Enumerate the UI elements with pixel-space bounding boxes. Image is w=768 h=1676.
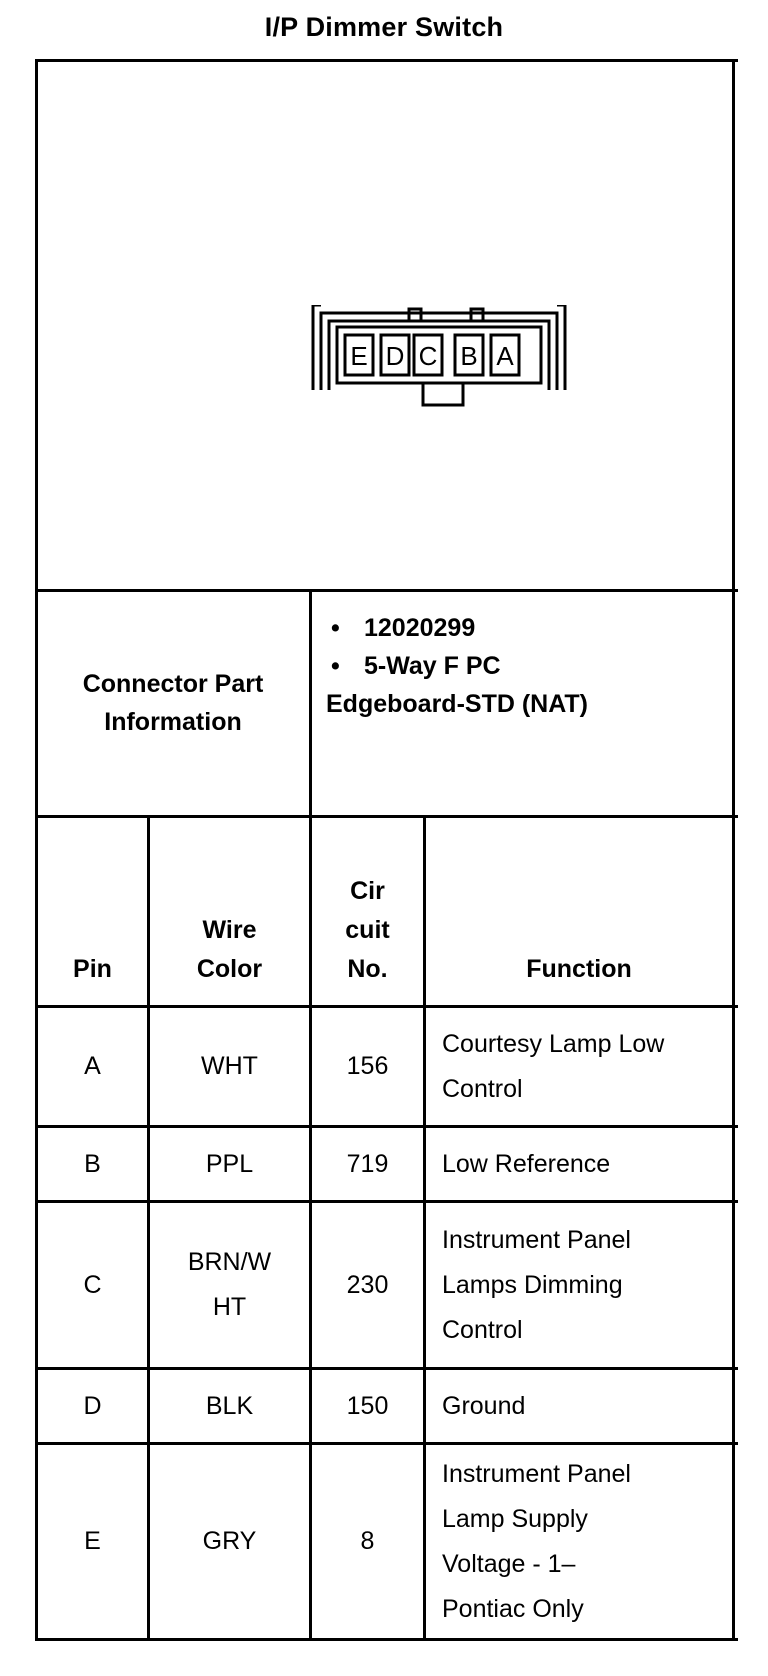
function-cell xyxy=(426,1008,732,1125)
wire-color-cell xyxy=(150,1445,309,1638)
function-cell xyxy=(426,1128,732,1200)
pin-cell: C xyxy=(83,1270,102,1299)
cell-line: Pontiac Only xyxy=(442,1594,584,1623)
cell-line: Low Reference xyxy=(442,1149,611,1178)
connector-type: 5-Way F PC xyxy=(364,652,501,680)
part-number-item xyxy=(326,609,726,647)
page-title: I/P Dimmer Switch xyxy=(264,12,504,42)
connector-part-info-label xyxy=(36,590,310,816)
cell-line: Instrument Panel xyxy=(442,1459,631,1488)
connector-diagram-area xyxy=(36,60,736,590)
pin-cavities xyxy=(345,335,519,375)
pin-cavity-a xyxy=(491,335,519,375)
cell-line: Instrument Panel xyxy=(442,1225,631,1254)
circuit-cell: 150 xyxy=(346,1391,389,1420)
circuit-cell: 230 xyxy=(346,1270,389,1299)
connector-type-item xyxy=(326,647,726,685)
pin-cell: D xyxy=(83,1391,102,1420)
pin-cavity-label: C xyxy=(418,341,438,371)
bullet-icon: • xyxy=(331,652,340,680)
pin-cavity-d xyxy=(381,335,409,375)
label-line: Connector Part xyxy=(82,670,264,698)
header-function xyxy=(426,950,732,989)
part-number: 12020299 xyxy=(364,614,476,642)
cell-line: WHT xyxy=(201,1052,258,1080)
cell-line: Control xyxy=(442,1074,523,1103)
pin-cavity-label: E xyxy=(350,341,368,371)
pin-cavity-label: D xyxy=(385,341,405,371)
header-pin xyxy=(38,950,147,989)
header-wire-color xyxy=(150,911,309,989)
header-text: No. xyxy=(347,955,388,983)
pin-cavity-label: B xyxy=(460,341,478,371)
wire-color-cell xyxy=(150,1008,309,1125)
cell-line: HT xyxy=(212,1293,247,1321)
pin-cavity-e xyxy=(345,335,373,375)
cell-line: PPL xyxy=(205,1149,254,1178)
function-cell xyxy=(426,1445,732,1638)
cell-line: Control xyxy=(442,1315,523,1344)
circuit-cell: 719 xyxy=(346,1149,389,1178)
pin-cavity-b xyxy=(455,335,483,375)
pin-cavity-c xyxy=(414,335,442,375)
header-text: cuit xyxy=(345,916,390,944)
header-text: Function xyxy=(526,955,632,983)
pin-cell: B xyxy=(84,1149,101,1178)
wire-color-cell xyxy=(150,1370,309,1442)
bullet-icon: • xyxy=(331,614,340,642)
cell-line: Voltage - 1– xyxy=(442,1549,576,1578)
function-cell xyxy=(426,1203,732,1367)
cell-line: Lamps Dimming xyxy=(442,1270,623,1299)
pin-cell: A xyxy=(84,1052,101,1080)
cell-line: Lamp Supply xyxy=(442,1504,588,1533)
connector-face-diagram xyxy=(311,305,571,415)
label-line: Information xyxy=(104,708,242,736)
wire-color-cell xyxy=(150,1203,309,1367)
pin-cell: E xyxy=(84,1527,101,1555)
cell-line: Courtesy Lamp Low xyxy=(442,1029,665,1058)
header-text: Cir xyxy=(350,877,385,905)
header-text: Pin xyxy=(73,955,112,983)
cell-line: BRN/W xyxy=(187,1248,272,1276)
connector-description: Edgeboard-STD (NAT) xyxy=(326,690,589,718)
pin-cavity-label: A xyxy=(496,341,514,371)
circuit-cell: 8 xyxy=(360,1527,375,1555)
wire-color-cell xyxy=(150,1128,309,1200)
function-cell xyxy=(426,1370,732,1442)
cell-line: BLK xyxy=(205,1391,254,1420)
circuit-cell: 156 xyxy=(346,1052,389,1080)
header-text: Wire xyxy=(202,916,257,944)
header-text: Color xyxy=(196,955,263,983)
header-circuit-no xyxy=(312,872,423,989)
cell-line: GRY xyxy=(202,1527,257,1555)
cell-line: Ground xyxy=(442,1391,526,1420)
connector-part-info-list xyxy=(326,609,726,723)
